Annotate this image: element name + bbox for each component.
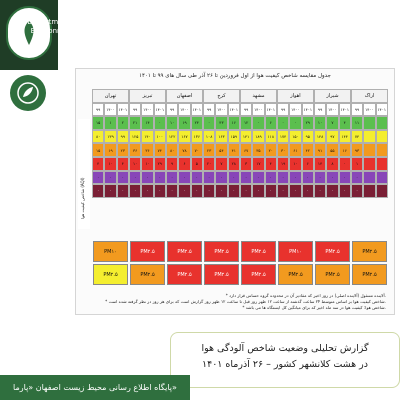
- aqi-cell: ۰: [92, 171, 104, 185]
- leaf-icon: [15, 80, 41, 106]
- pollutant-cell: PM۱۰: [93, 241, 128, 262]
- year-cell: ۱۴۰۰: [141, 103, 153, 117]
- aqi-cell: ۹۳: [351, 143, 363, 157]
- aqi-cell: ۱۴۱: [240, 130, 252, 144]
- aqi-cell: ۴۱: [228, 143, 240, 157]
- aqi-cell: ۰: [339, 157, 351, 171]
- aqi-cell: ۳: [240, 157, 252, 171]
- year-cell: ۹۹: [240, 103, 252, 117]
- aqi-cell: ۸: [326, 157, 338, 171]
- aqi-cell: ۰: [203, 171, 215, 185]
- aqi-cell: ۱۷۴: [277, 130, 289, 144]
- aqi-cell: ۱۰: [104, 157, 116, 171]
- aqi-cell: ۲۹: [154, 157, 166, 171]
- aqi-cell: ۰: [289, 171, 301, 185]
- aqi-cell: [376, 116, 388, 130]
- aqi-cell: ۱۰۸: [203, 130, 215, 144]
- aqi-cell: ۱۰۰: [154, 130, 166, 144]
- aqi-cell: ۱۲۲: [166, 130, 178, 144]
- pollutant-cell: PM۲.۵: [204, 264, 239, 285]
- aqi-cell: ۰: [141, 171, 153, 185]
- aqi-cell: ۰: [252, 171, 264, 185]
- aqi-cell: ۰: [104, 184, 116, 198]
- aqi-cell: ۱۱۸: [265, 130, 277, 144]
- year-cell: ۱۴۰۰: [252, 103, 264, 117]
- row-moderate: [92, 130, 388, 144]
- city-header-row: [92, 89, 388, 103]
- year-cell: ۱۴۰۱: [154, 103, 166, 117]
- aqi-cell: ۰: [252, 184, 264, 198]
- aqi-cell: ۱۵: [92, 116, 104, 130]
- aqi-cell: ۴۳: [215, 116, 227, 130]
- aqi-cell: ۴: [117, 157, 129, 171]
- aqi-cell: ۰: [326, 184, 338, 198]
- year-cell: ۱۴۰۰: [326, 103, 338, 117]
- row-unhealthy: [92, 157, 388, 171]
- aqi-cell: ۴۲: [302, 143, 314, 157]
- aqi-cell: ۰: [191, 171, 203, 185]
- caption-subtitle: در هشت کلانشهر کشور – ۲۶ آذرماه ۱۴۰۱: [201, 359, 368, 370]
- aqi-cell: ۰: [339, 171, 351, 185]
- pollutant-row-bottom: [92, 264, 388, 285]
- aqi-cell: ۱۳۹: [104, 130, 116, 144]
- aqi-cell: ۰: [351, 171, 363, 185]
- year-cell: ۱۴۰۰: [215, 103, 227, 117]
- year-cell: ۹۹: [166, 103, 178, 117]
- aqi-cell: ۲: [117, 116, 129, 130]
- aqi-cell: ۱: [104, 116, 116, 130]
- aqi-cell: ۰: [252, 116, 264, 130]
- aqi-cell: ۰: [129, 171, 141, 185]
- aqi-cell: ۱۴۸: [314, 130, 326, 144]
- aqi-cell: ۹۹: [117, 130, 129, 144]
- pollutant-cell: PM۲.۵: [278, 264, 313, 285]
- aqi-cell: [363, 171, 375, 185]
- city-header-4: مشهد: [240, 89, 277, 103]
- year-cell: ۱۴۰۰: [104, 103, 116, 117]
- aqi-cell: ۱۶۷: [178, 130, 190, 144]
- year-cell: ۱۴۰۱: [265, 103, 277, 117]
- report-panel: [75, 68, 395, 315]
- aqi-cell: [376, 157, 388, 171]
- city-header-6: شیراز: [314, 89, 351, 103]
- aqi-cell: ۰: [92, 184, 104, 198]
- city-header-0: تهران: [92, 89, 129, 103]
- aqi-cell: ۱۲۵: [129, 130, 141, 144]
- pollutant-cell: PM۲.۵: [352, 264, 387, 285]
- aqi-cell: ۱۹: [104, 143, 116, 157]
- aqi-cell: ۱۹: [277, 157, 289, 171]
- aqi-cell: ۲۰: [203, 157, 215, 171]
- aqi-cell: ۱۸۹: [252, 130, 264, 144]
- aqi-cell: ۲۳: [203, 143, 215, 157]
- year-cell: ۱۴۰۱: [117, 103, 129, 117]
- aqi-cell: ۶۷: [240, 143, 252, 157]
- aqi-cell: ۱۰: [141, 157, 153, 171]
- aqi-cell: ۶: [265, 116, 277, 130]
- aqi-cell: ۰: [314, 184, 326, 198]
- year-cell: ۹۹: [314, 103, 326, 117]
- aqi-cell: ۹: [166, 157, 178, 171]
- year-cell: ۱۴۰۱: [228, 103, 240, 117]
- aqi-cell: ۱۳۶: [191, 130, 203, 144]
- aqi-cell: [363, 116, 375, 130]
- aqi-cell: ۲۸: [228, 157, 240, 171]
- aqi-cell: ۱۷: [252, 157, 264, 171]
- aqi-cell: ۱۰: [166, 116, 178, 130]
- pollutant-cell: PM۲.۵: [352, 241, 387, 262]
- aqi-table: [92, 89, 388, 198]
- year-cell: ۱۴۰۱: [339, 103, 351, 117]
- aqi-cell: ۰: [154, 116, 166, 130]
- aqi-cell: ۱۵: [92, 143, 104, 157]
- aqi-cell: ۰: [178, 184, 190, 198]
- aqi-cell: ۰: [191, 184, 203, 198]
- aqi-cell: ۹۵: [302, 130, 314, 144]
- aqi-cell: ۹۱: [314, 143, 326, 157]
- year-cell: ۱۴۰۰: [178, 103, 190, 117]
- city-header-3: کرج: [203, 89, 240, 103]
- year-cell: ۱۴۰۰: [289, 103, 301, 117]
- aqi-cell: ۳۰: [277, 143, 289, 157]
- doe-logo-icon: [10, 75, 46, 111]
- aqi-cell: ۰: [166, 184, 178, 198]
- row-hazardous: [92, 184, 388, 198]
- aqi-cell: [363, 184, 375, 198]
- aqi-cell: ۷۸: [178, 143, 190, 157]
- aqi-cell: ۱: [351, 157, 363, 171]
- report-notes: [96, 293, 386, 311]
- aqi-cell: ۵: [191, 157, 203, 171]
- pollutant-cell: PM۱۰: [278, 241, 313, 262]
- aqi-cell: ۷۴: [154, 143, 166, 157]
- aqi-cell: ۰: [203, 116, 215, 130]
- aqi-cell: ۰: [228, 184, 240, 198]
- aqi-cell: ۳۶: [141, 143, 153, 157]
- pollutant-cell: PM۲.۵: [93, 264, 128, 285]
- aqi-cell: ۱۰: [129, 157, 141, 171]
- pollutant-cell: PM۲.۵: [130, 264, 165, 285]
- year-cell: ۹۹: [92, 103, 104, 117]
- aqi-cell: ۰: [265, 171, 277, 185]
- aqi-cell: ۴: [265, 157, 277, 171]
- aqi-cell: ۰: [215, 184, 227, 198]
- city-header-2: اصفهان: [166, 89, 203, 103]
- caption-card: [170, 332, 400, 388]
- pollutant-cell: PM۲.۵: [204, 241, 239, 262]
- aqi-cell: ۰: [228, 171, 240, 185]
- aqi-cell: ۱۲: [240, 116, 252, 130]
- year-cell: ۱۴۰۱: [302, 103, 314, 117]
- aqi-cell: ۱۴۴: [339, 130, 351, 144]
- year-cell: ۱۴۰۱: [191, 103, 203, 117]
- aqi-cell: ۰: [117, 171, 129, 185]
- aqi-cell: ۱۴: [314, 157, 326, 171]
- pollutant-cell: PM۲.۵: [315, 241, 350, 262]
- city-header-1: تبریز: [129, 89, 166, 103]
- note-line: * آلاینده مسئول (آلاینده اصلی) در روز اخیر که مقادیر آن در محدوده گروه حساس قرار دارد.: [225, 293, 386, 298]
- pollutant-cell: PM۲.۵: [130, 241, 165, 262]
- aqi-cell: ۰: [351, 184, 363, 198]
- aqi-cell: ۰: [154, 184, 166, 198]
- aqi-cell: ۱۰: [289, 157, 301, 171]
- aqi-cell: ۶: [302, 157, 314, 171]
- aqi-cell: ۰: [203, 184, 215, 198]
- aqi-cell: ۰: [129, 184, 141, 198]
- row-sensitive: [92, 143, 388, 157]
- aqi-cell: ۷: [326, 116, 338, 130]
- aqi-cell: ۱۰: [314, 116, 326, 130]
- aqi-cell: [376, 143, 388, 157]
- aqi-cell: ۱۴: [141, 116, 153, 130]
- aqi-cell: ۷۰: [191, 143, 203, 157]
- aqi-cell: ۰: [240, 184, 252, 198]
- year-cell: ۱۴۰۰: [363, 103, 375, 117]
- aqi-cell: ۰: [104, 171, 116, 185]
- aqi-cell: ۱۶: [228, 116, 240, 130]
- aqi-cell: ۰: [117, 184, 129, 198]
- year-cell: ۹۹: [203, 103, 215, 117]
- city-header-7: اراک: [351, 89, 388, 103]
- pollutant-table: [92, 241, 388, 287]
- aqi-cell: ۵۴: [215, 143, 227, 157]
- aqi-cell: ۰: [302, 184, 314, 198]
- year-cell: ۹۹: [277, 103, 289, 117]
- aqi-cell: ۱۵۹: [228, 130, 240, 144]
- row-good: [92, 116, 388, 130]
- aqi-cell: ۳۵: [252, 143, 264, 157]
- footer-banner: [0, 375, 190, 400]
- aqi-cell: ۷: [215, 157, 227, 171]
- note-line: * شاخص هوا: کیفیت هوا در سه ماه اخیر که برای میانگین کل ایستگاه ها می باشد.: [242, 305, 386, 310]
- aqi-axis-label: شاخص کیفیت هوا (AQI): [80, 177, 85, 219]
- caption-title: گزارش تحلیلی وضعیت شاخص آلودگی هوا: [201, 343, 369, 354]
- aqi-cell: ۰: [154, 171, 166, 185]
- aqi-cell: ۷۴: [351, 130, 363, 144]
- aqi-cell: ۸۰: [166, 143, 178, 157]
- aqi-cell: ۰: [215, 171, 227, 185]
- report-title: جدول مقایسه شاخص کیفیت هوا از اول فروردین تا ۲۶ آذر طی سال های ۹۹ تا ۱۴۰۱: [139, 73, 331, 79]
- aqi-cell: ۰: [277, 116, 289, 130]
- aqi-cell: ۰: [277, 171, 289, 185]
- aqi-cell: ۳۶: [129, 143, 141, 157]
- aqi-cell: ۱۹: [178, 116, 190, 130]
- aqi-cell: ۲۴: [191, 116, 203, 130]
- year-cell: ۹۹: [129, 103, 141, 117]
- aqi-cell: ۰: [178, 171, 190, 185]
- aqi-cell: ۰: [326, 171, 338, 185]
- aqi-cell: ۲۹: [302, 116, 314, 130]
- aqi-cell: ۲۰: [265, 143, 277, 157]
- year-cell: ۹۹: [351, 103, 363, 117]
- aqi-cell: ۰: [141, 184, 153, 198]
- aqi-cell: ۰: [277, 184, 289, 198]
- aqi-cell: ۰: [240, 171, 252, 185]
- aqi-cell: ۰: [289, 184, 301, 198]
- aqi-cell: [376, 171, 388, 185]
- aqi-cell: ۶: [178, 157, 190, 171]
- aqi-cell: ۱۴۰: [141, 130, 153, 144]
- aqi-cell: ۰: [339, 184, 351, 198]
- aqi-cell: ۰: [166, 171, 178, 185]
- pollutant-row-top: [92, 241, 388, 262]
- aqi-cell: ۱۱: [351, 116, 363, 130]
- pollutant-cell: PM۲.۵: [241, 241, 276, 262]
- aqi-cell: ۰: [265, 184, 277, 198]
- aqi-cell: ۰: [314, 171, 326, 185]
- aqi-axis: [78, 119, 90, 229]
- emblem-text: Department of Environment: [27, 18, 79, 35]
- aqi-cell: ۰: [289, 116, 301, 130]
- aqi-cell: [376, 184, 388, 198]
- aqi-cell: ۴: [339, 116, 351, 130]
- row-very-unhealthy: [92, 171, 388, 185]
- aqi-cell: ۱۶۳: [215, 130, 227, 144]
- aqi-cell: ۲۳: [117, 143, 129, 157]
- pollutant-cell: PM۲.۵: [167, 241, 202, 262]
- aqi-cell: ۵۵: [326, 143, 338, 157]
- note-line: * شاخص کیفیت هوا بر اساس متوسط ۲۴ ساعت گذشته از ساعت ۱۲ ظهر روز قبل تا ساعت ۱۲ ظهر روز گزارش است که برای هر روز در نظر گرفته شده است.: [105, 299, 386, 304]
- aqi-cell: ۸۰: [92, 130, 104, 144]
- aqi-cell: [376, 130, 388, 144]
- aqi-cell: ۱۵۰: [289, 130, 301, 144]
- city-header-5: اهواز: [277, 89, 314, 103]
- pollutant-cell: PM۲.۵: [167, 264, 202, 285]
- aqi-cell: ۱۶: [339, 143, 351, 157]
- aqi-cell: [363, 157, 375, 171]
- aqi-cell: ۰: [302, 171, 314, 185]
- aqi-cell: [363, 130, 375, 144]
- aqi-cell: ۶۱: [289, 143, 301, 157]
- aqi-cell: ۴: [92, 157, 104, 171]
- pollutant-cell: PM۲.۵: [315, 264, 350, 285]
- aqi-cell: ۲۱: [129, 116, 141, 130]
- year-cell: ۱۴۰۱: [376, 103, 388, 117]
- aqi-cell: [363, 143, 375, 157]
- footer-label: پایگاه اطلاع رسانی محیط زیست اصفهان «پارما»: [13, 383, 177, 392]
- aqi-cell: ۹۷: [326, 130, 338, 144]
- pollutant-cell: PM۲.۵: [241, 264, 276, 285]
- years-header-row: [92, 103, 388, 117]
